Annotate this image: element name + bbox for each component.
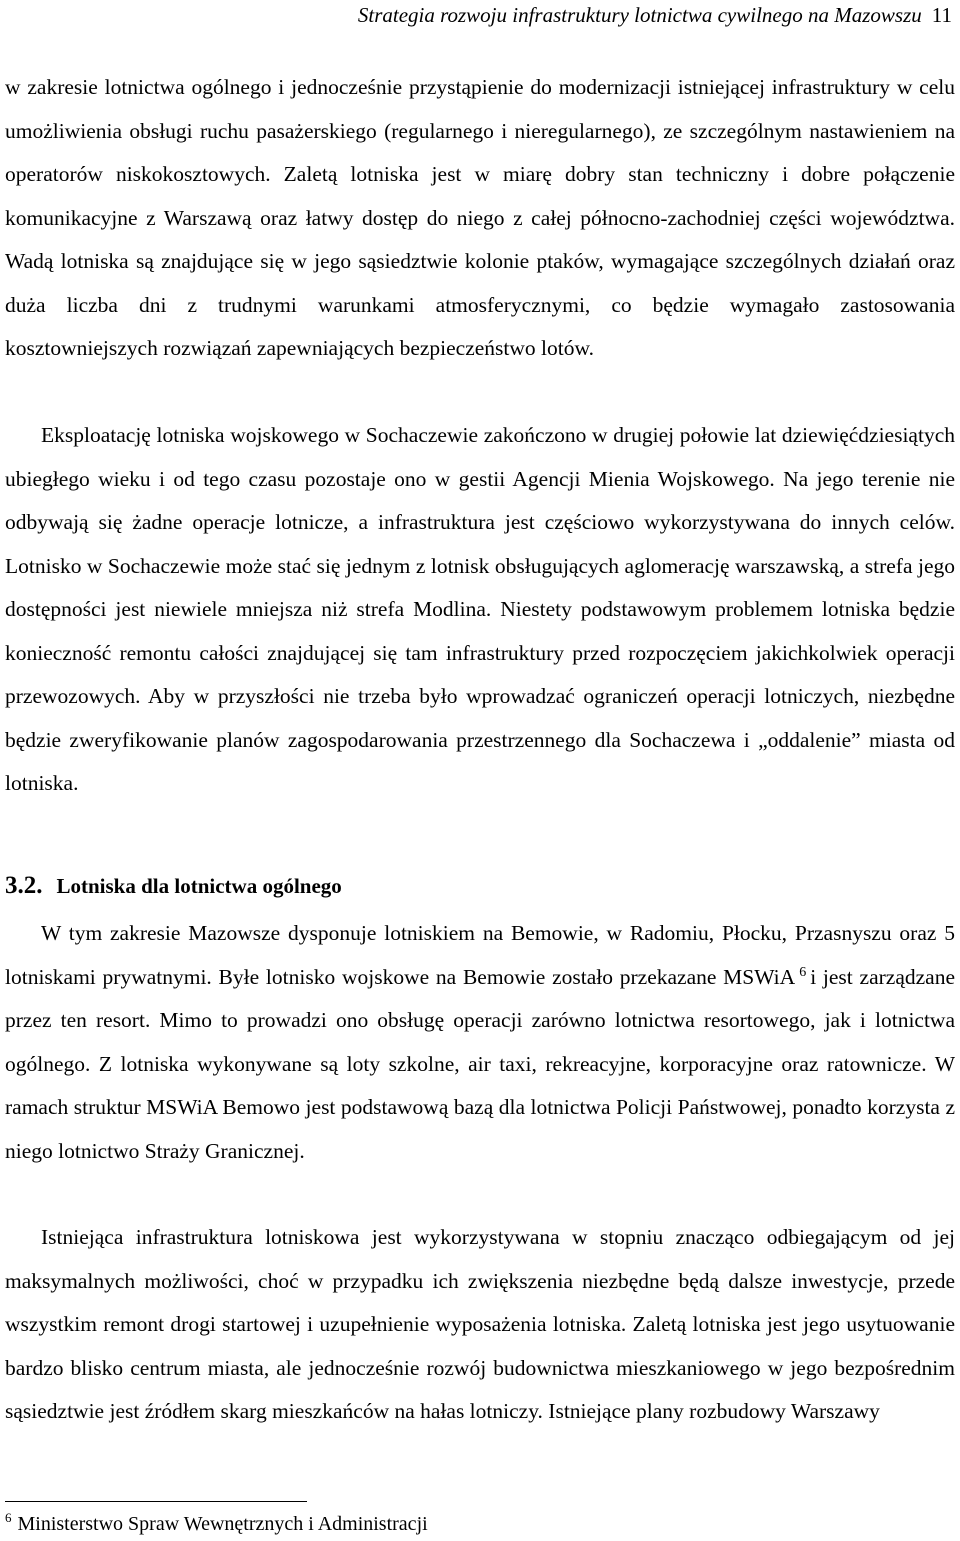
footnote-marker: 6 [5,1510,12,1525]
section-number: 3.2. [5,872,43,899]
footnote-text: Ministerstwo Spraw Wewnętrznych i Administracji [17,1513,428,1535]
running-header-title: Strategia rozwoju infrastruktury lotnictwa cywilnego na Mazowszu [357,3,922,27]
paragraph-general-aviation [5,912,955,1173]
footnote [5,1510,428,1538]
paragraph-infrastructure: Istniejąca infrastruktura lotniskowa jest wykorzystywana w stopniu znacząco odbiegającym od jej maksymalnych możliwości, choć w przypadku ich zwiększenia niezbędne będą dalsze inwestycje, przede wszystkim remont drogi startowej i uzupełnienie wyposażenia lotniska. Zaletą lotniska jest jego usytuowanie bardzo blisko centrum miasta, ale jednocześnie rozwój budownictwa mieszkaniowego w jego bezpośrednim sąsiedztwie jest źródłem skarg mieszkańców na hałas lotniczy. Istniejące plany rozbudowy Warszawy [5,1225,955,1423]
section-heading [5,866,342,906]
footnote-reference[interactable]: 6 [799,964,807,980]
paragraph-text: W tym zakresie Mazowsze dysponuje lotniskiem na Bemowie, w Radomiu, Płocku, Przasnyszu oraz 5 lotniskami prywatnymi. Byłe lotnisko wojskowe na Bemowie zostało przekazane MSWiA [5,921,955,989]
running-header [358,2,952,28]
section-title: Lotniska dla lotnictwa ogólnego [56,874,342,898]
page-number: 11 [931,3,952,27]
footnote-separator [5,1501,307,1502]
paragraph-text: i jest zarządzane przez ten resort. Mimo to prowadzi ono obsługę operacji zarówno lotnictwa resortowego, jak i lotnictwa ogólnego. Z lotniska wykonywane są loty szkolne, air taxi, rekreacyjne, korporacyjne oraz ratownicze. W ramach struktur MSWiA Bemowo jest podstawową bazą dla lotnictwa Policji Państwowej, ponadto korzysta z niego lotnictwo Straży Granicznej. [5,964,955,1163]
paragraph-sochaczew: Eksploatację lotniska wojskowego w Sochaczewie zakończono w drugiej połowie lat dziewięćdziesiątych ubiegłego wieku i od tego czasu pozostaje ono w gestii Agencji Mienia Wojskowego. Na jego terenie nie odbywają się żadne operacje lotnicze, a infrastruktura jest częściowo wykorzystywana do innych celów. Lotnisko w Sochaczewie może stać się jednym z lotnisk obsługujących aglomerację warszawską, a strefa jego dostępności jest niewiele mniejsza niż strefa Modlina. Niestety podstawowym problemem lotniska będzie konieczność remontu całości znajdującej się tam infrastruktury przed rozpoczęciem jakichkolwiek operacji przewozowych. Aby w przyszłości nie trzeba było wprowadzać ograniczeń operacji lotniczych, niezbędne będzie zweryfikowanie planów zagospodarowania przestrzennego dla Sochaczewa i „oddalenie” miasta od lotniska. [5,423,955,795]
paragraph-continued: w zakresie lotnictwa ogólnego i jednocześnie przystąpienie do modernizacji istniejącej infrastruktury w celu umożliwienia obsługi ruchu pasażerskiego (regularnego i nieregularnego), ze szczególnym nastawieniem na operatorów niskokosztowych. Zaletą lotniska jest w miarę dobry stan techniczny i dobre połączenie komunikacyjne z Warszawą oraz łatwy dostęp do niego z całej północno-zachodniej części województwa. Wadą lotniska są znajdujące się w jego sąsiedztwie kolonie ptaków, wymagające szczególnych działań oraz duża liczba dni z trudnymi warunkami atmosferycznymi, co będzie wymagało zastosowania kosztowniejszych rozwiązań zapewniających bezpieczeństwo lotów. [5,75,955,360]
